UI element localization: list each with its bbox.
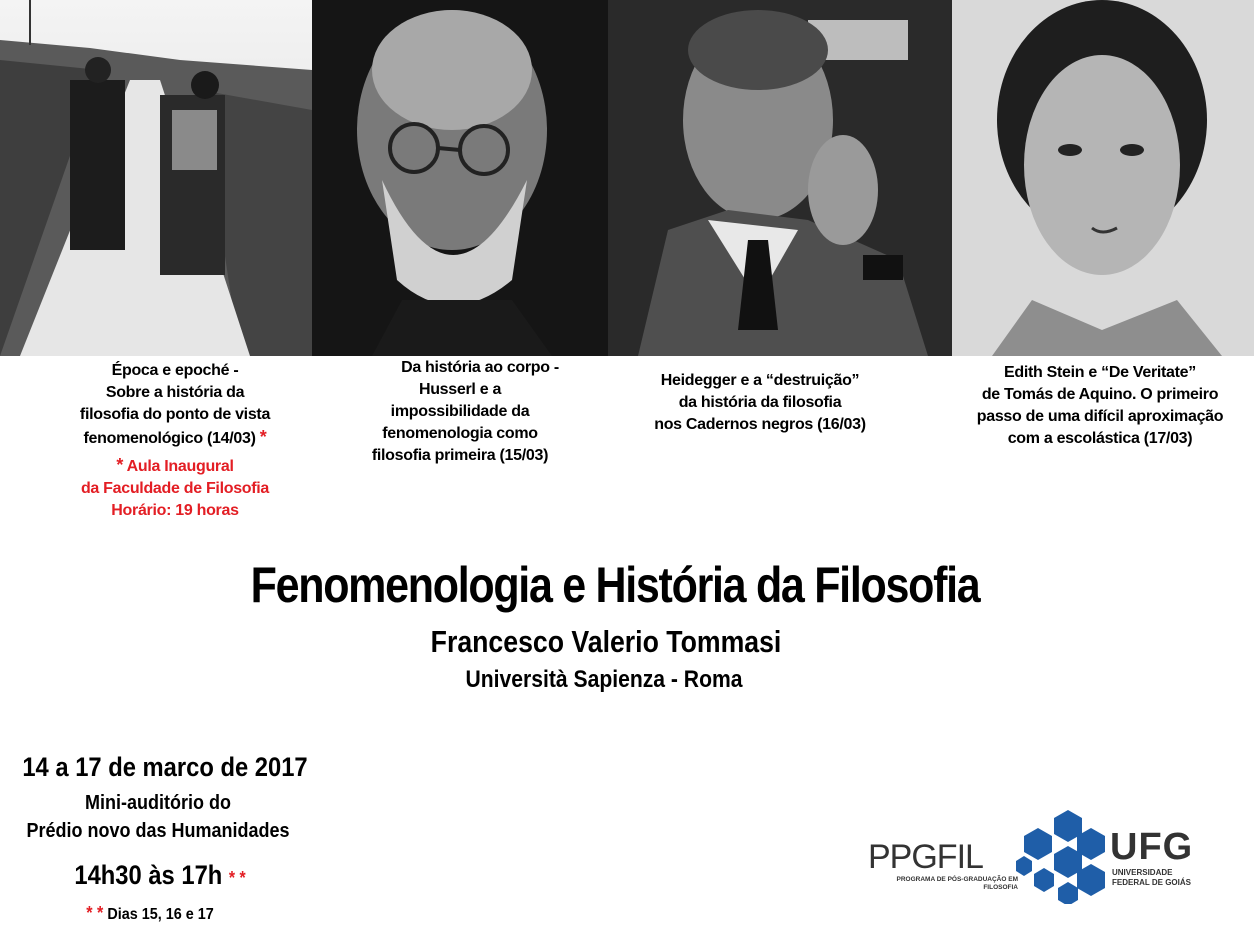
caption-line: Husserl e a <box>418 381 502 398</box>
caption-line-text: fenomenológico (14/03) <box>83 430 256 447</box>
photo-husserl-portrait <box>312 0 608 356</box>
asterisk-marker: * * <box>86 903 104 923</box>
caption-line: da história da filosofia <box>678 394 842 411</box>
ppgfil-subtitle-line: FILOSOFIA <box>983 884 1018 891</box>
asterisk-marker: * * <box>228 868 246 888</box>
caption-lecture-1 <box>40 360 310 522</box>
ufg-subtitle <box>1112 868 1191 888</box>
caption-line: fenomenologia como <box>382 425 538 442</box>
photo-edith-stein-portrait <box>952 0 1254 356</box>
event-time <box>72 860 248 891</box>
note-line: Horário: 19 horas <box>111 502 239 519</box>
event-days-note <box>69 903 231 924</box>
inaugural-note <box>40 454 310 478</box>
caption-line: impossibilidade da <box>390 403 530 420</box>
ufg-subtitle-line: UNIVERSIDADE <box>1112 868 1173 877</box>
event-date: 14 a 17 de marco de 2017 <box>22 752 308 782</box>
venue-line: Mini-auditório do <box>85 792 231 814</box>
caption-line: filosofia primeira (15/03) <box>371 447 549 464</box>
caption-lecture-2 <box>330 357 590 467</box>
ppgfil-logo <box>868 838 1018 898</box>
asterisk-marker: * <box>116 455 124 475</box>
event-title: Fenomenologia e História da Filosofia <box>250 557 980 613</box>
caption-line: passo de uma difícil aproximação <box>976 408 1224 425</box>
ufg-hexagon-icon <box>1016 810 1106 904</box>
caption-lecture-3 <box>620 370 900 436</box>
caption-line: de Tomás de Aquino. O primeiro <box>981 386 1219 403</box>
ppgfil-subtitle-line: PROGRAMA DE PÓS-GRADUAÇÃO EM <box>896 876 1018 883</box>
photo-heidegger-portrait <box>608 0 952 356</box>
ppgfil-subtitle <box>868 876 1018 892</box>
caption-lecture-4 <box>950 362 1250 450</box>
caption-line: Sobre a história da <box>105 384 245 401</box>
speaker-name: Francesco Valerio Tommasi <box>430 624 782 659</box>
note-line: Aula Inaugural <box>126 458 234 475</box>
asterisk-marker: * <box>259 427 267 447</box>
speaker-university: Università Sapienza - Roma <box>465 666 743 693</box>
caption-line <box>40 426 310 450</box>
note-line: da Faculdade de Filosofia <box>80 480 270 497</box>
venue-line: Prédio novo das Humanidades <box>26 820 290 842</box>
caption-line: Heidegger e a “destruição” <box>660 372 860 389</box>
photo-two-men-walking <box>0 0 312 356</box>
caption-line: Da história ao corpo - <box>401 359 559 376</box>
caption-line: nos Cadernos negros (16/03) <box>654 416 866 433</box>
caption-line: filosofia do ponto de vista <box>79 406 271 423</box>
days-text: Dias 15, 16 e 17 <box>107 906 214 923</box>
caption-line: com a escolástica (17/03) <box>1007 430 1193 447</box>
ppgfil-wordmark: PPGFIL <box>868 838 983 876</box>
ufg-subtitle-line: FEDERAL DE GOIÁS <box>1112 878 1191 887</box>
time-text: 14h30 às 17h <box>74 860 223 890</box>
caption-line: Época e epoché - <box>111 362 239 379</box>
caption-line: Edith Stein e “De Veritate” <box>1004 364 1196 381</box>
ufg-wordmark: UFG <box>1110 826 1194 868</box>
